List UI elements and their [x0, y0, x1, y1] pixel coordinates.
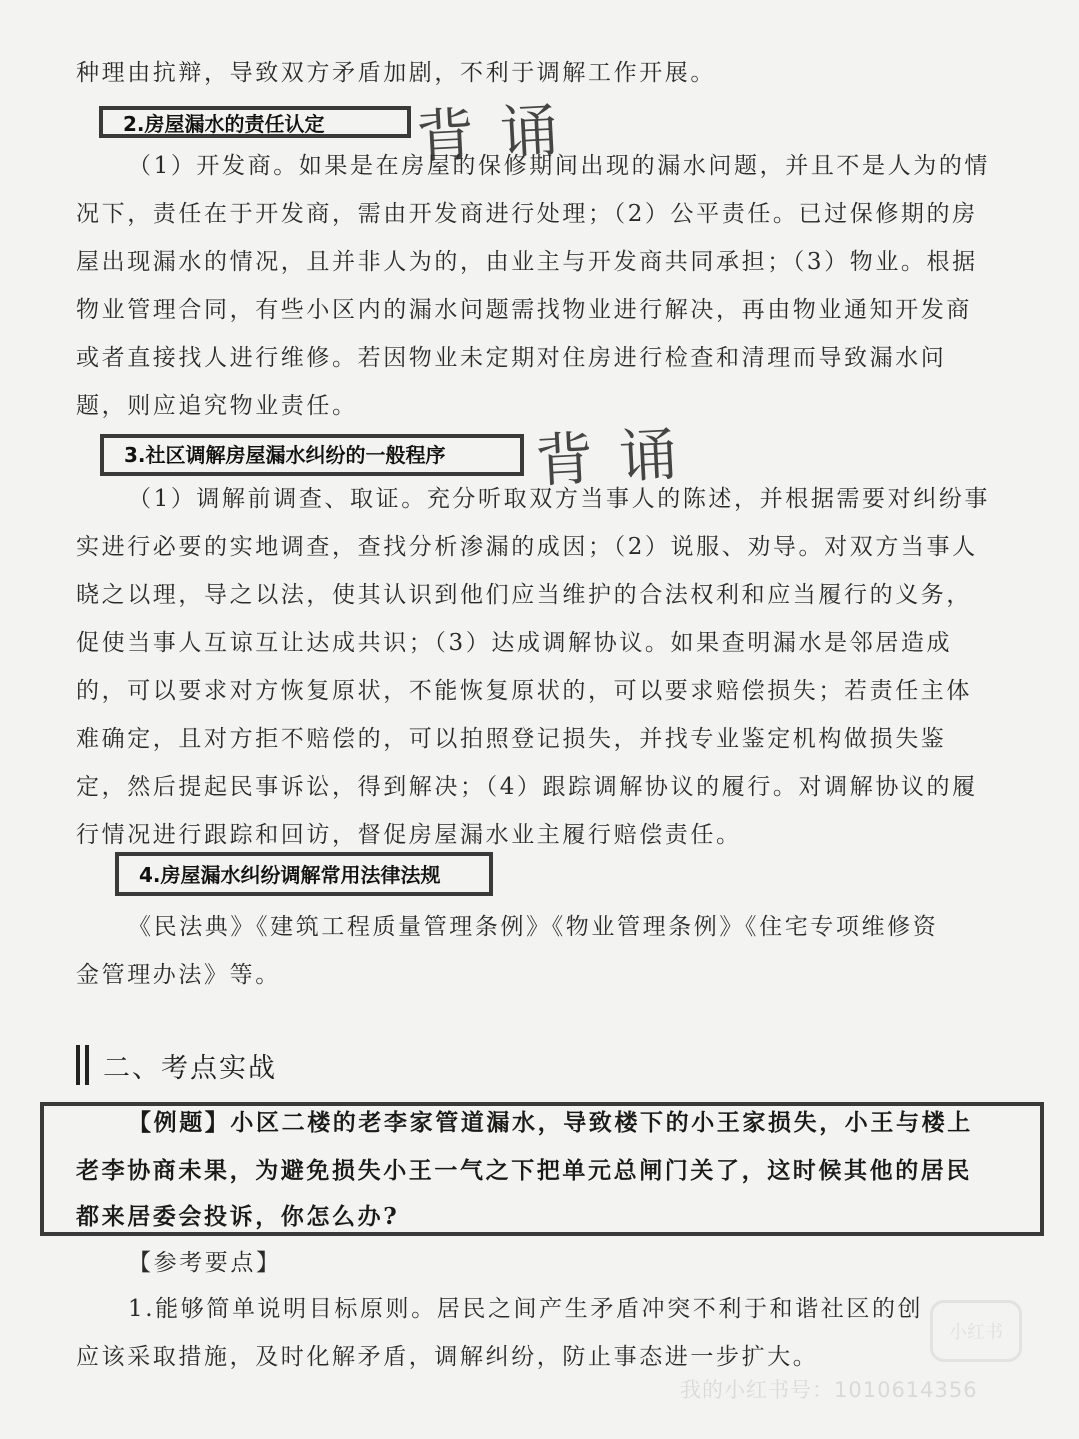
- practice-title-text: 二、考点实战: [103, 1052, 277, 1084]
- text-line: （1）开发商。如果是在房屋的保修期间出现的漏水问题，并且不是人为的情: [128, 153, 991, 179]
- example-line: 老李协商未果，为避免损失小王一气之下把单元总闸门关了，这时候其他的居民: [76, 1157, 972, 1184]
- handwritten-annotation: 背诵: [414, 94, 586, 172]
- section-heading-procedure: [100, 434, 524, 476]
- text-line: 屋出现漏水的情况，且并非人为的，由业主与开发商共同承担；（3）物业。根据: [76, 249, 978, 275]
- answer-line: 1.能够简单说明目标原则。居民之间产生矛盾冲突不利于和谐社区的创: [128, 1296, 924, 1322]
- text-line: 的，可以要求对方恢复原状，不能恢复原状的，可以要求赔偿损失；若责任主体: [76, 678, 972, 704]
- text-line: 或者直接找人进行维修。若因物业未定期对住房进行检查和清理而导致漏水问: [76, 345, 947, 371]
- text-line: 种理由抗辩，导致双方矛盾加剧，不利于调解工作开展。: [76, 60, 716, 86]
- section-heading-text: 2.房屋漏水的责任认定: [123, 112, 325, 136]
- example-line: 【例题】小区二楼的老李家管道漏水，导致楼下的小王家损失，小王与楼上: [128, 1109, 973, 1136]
- handwritten-annotation: 背诵: [533, 418, 705, 496]
- text-line: 实进行必要的实地调查，查找分析渗漏的成因；（2）说服、劝导。对双方当事人: [76, 534, 978, 560]
- text-line: 《民法典》《建筑工程质量管理条例》《物业管理条例》《住宅专项维修资: [128, 914, 939, 940]
- section-heading-text: 3.社区调解房屋漏水纠纷的一般程序: [124, 443, 446, 467]
- text-line: 难确定，且对方拒不赔偿的，可以拍照登记损失，并找专业鉴定机构做损失鉴: [76, 726, 947, 752]
- text-line: 定，然后提起民事诉讼，得到解决；（4）跟踪调解协议的履行。对调解协议的履: [76, 774, 978, 800]
- text-line: 行情况进行跟踪和回访，督促房屋漏水业主履行赔偿责任。: [76, 822, 742, 848]
- text-line: 晓之以理，导之以法，使其认识到他们应当维护的合法权利和应当履行的义务，: [76, 582, 972, 608]
- double-bar-icon: [76, 1045, 89, 1085]
- text-line: 促使当事人互谅互让达成共识；（3）达成调解协议。如果查明漏水是邻居造成: [76, 630, 953, 656]
- answer-line: 应该采取措施，及时化解矛盾，调解纠纷，防止事态进一步扩大。: [76, 1344, 819, 1370]
- practice-section-title: [76, 1045, 277, 1085]
- xiaohongshu-logo-watermark: 小红书: [930, 1300, 1022, 1362]
- section-heading-text: 4.房屋漏水纠纷调解常用法律法规: [139, 863, 441, 887]
- reference-label: 【参考要点】: [128, 1250, 282, 1276]
- example-line: 都来居委会投诉，你怎么办?: [76, 1203, 400, 1230]
- text-line: 金管理办法》等。: [76, 962, 281, 988]
- text-line: 况下，责任在于开发商，需由开发商进行处理；（2）公平责任。已过保修期的房: [76, 201, 978, 227]
- section-heading-laws: [115, 852, 493, 896]
- text-line: （1）调解前调查、取证。充分听取双方当事人的陈述，并根据需要对纠纷事: [128, 486, 991, 512]
- text-line: 物业管理合同，有些小区内的漏水问题需找物业进行解决，再由物业通知开发商: [76, 297, 972, 323]
- account-watermark: 我的小红书号：1010614356: [680, 1378, 978, 1402]
- section-heading-liability: [99, 106, 411, 138]
- text-line: 题，则应追究物业责任。: [76, 393, 358, 419]
